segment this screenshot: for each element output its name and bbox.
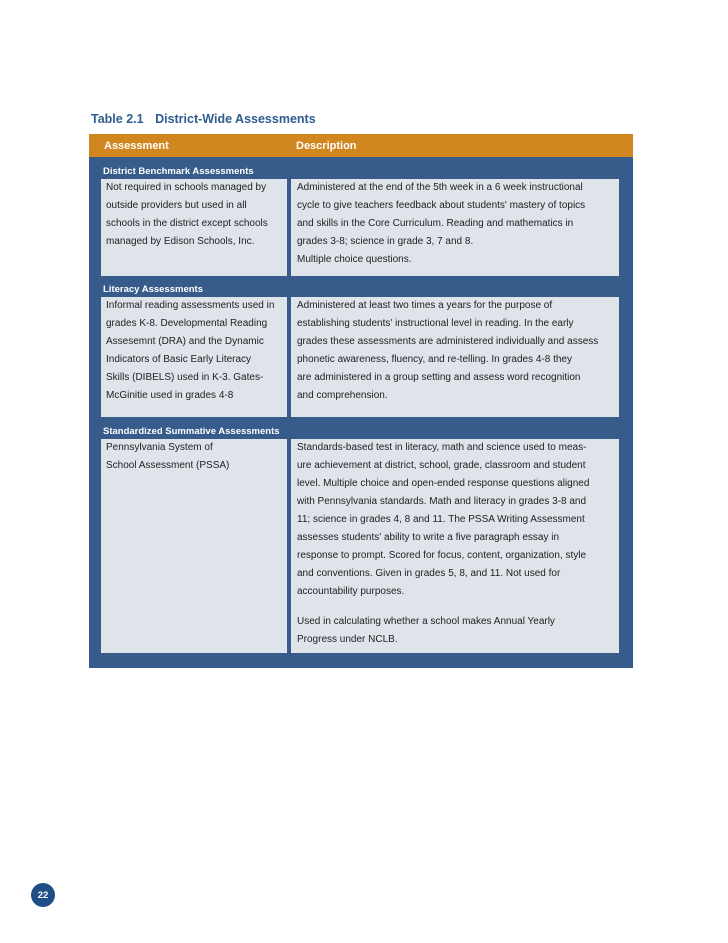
text-line: with Pennsylvania standards. Math and literacy in grades 3-8 and xyxy=(297,496,587,507)
text-line: Assesemnt (DRA) and the Dynamic xyxy=(106,336,264,347)
text-line: and skills in the Core Curriculum. Reading and mathematics in xyxy=(297,218,574,229)
text-line: outside providers but used in all xyxy=(106,200,247,211)
cell-summative-assessment xyxy=(101,439,287,653)
text-line: grades K-8. Developmental Reading xyxy=(106,318,268,329)
text-line: grades 3-8; science in grade 3, 7 and 8. xyxy=(297,236,474,247)
cell-literacy-description xyxy=(291,297,619,417)
section-label-summative: Standardized Summative Assessments xyxy=(103,426,280,437)
paragraph-gap xyxy=(297,601,619,613)
text-line: Not required in schools managed by xyxy=(106,182,267,193)
page-number-badge xyxy=(31,883,55,907)
text-line: response to prompt. Scored for focus, content, organization, style xyxy=(297,550,587,561)
table-header xyxy=(89,134,633,157)
text-line: establishing students' instructional level in reading. In the early xyxy=(297,318,574,329)
page-number: 22 xyxy=(37,889,49,901)
table-caption xyxy=(91,112,316,126)
text-line: Pennsylvania System of xyxy=(106,442,213,453)
text-line: accountability purposes. xyxy=(297,586,405,597)
text-line: cycle to give teachers feedback about students' mastery of topics xyxy=(297,200,586,211)
text-line: Multiple choice questions. xyxy=(297,254,412,265)
header-description: Description xyxy=(296,140,357,152)
text-line: are administered in a group setting and assess word recognition xyxy=(297,372,581,383)
section-label-literacy: Literacy Assessments xyxy=(103,284,203,295)
text-line: and comprehension. xyxy=(297,390,388,401)
text-line: 11; science in grades 4, 8 and 11. The PSSA Writing Assessment xyxy=(297,514,585,525)
text-line: grades these assessments are administered individually and assess xyxy=(297,336,599,347)
assessments-table xyxy=(89,134,633,668)
text-line: School Assessment (PSSA) xyxy=(106,460,230,471)
text-line: ure achievement at district, school, grade, classroom and student xyxy=(297,460,586,471)
text-line: Standards-based test in literacy, math and science used to meas- xyxy=(297,442,587,453)
text-line: Progress under NCLB. xyxy=(297,634,398,645)
cell-summative-description xyxy=(291,439,619,653)
text-line: assesses students' ability to write a five paragraph essay in xyxy=(297,532,560,543)
cell-literacy-assessment xyxy=(101,297,287,417)
section-label-benchmark: District Benchmark Assessments xyxy=(103,166,254,177)
text-line: Skills (DIBELS) used in K-3. Gates- xyxy=(106,372,264,383)
text-line: managed by Edison Schools, Inc. xyxy=(106,236,255,247)
text-line: level. Multiple choice and open-ended response questions aligned xyxy=(297,478,590,489)
text-line: Administered at the end of the 5th week in a 6 week instructional xyxy=(297,182,583,193)
table-number: Table 2.1 xyxy=(91,112,144,126)
cell-benchmark-description xyxy=(291,179,619,276)
text-line: schools in the district except schools xyxy=(106,218,268,229)
text-line: Administered at least two times a years for the purpose of xyxy=(297,300,553,311)
text-line: phonetic awareness, fluency, and re-telling. In grades 4-8 they xyxy=(297,354,572,365)
table-title: District-Wide Assessments xyxy=(155,112,316,126)
header-assessment: Assessment xyxy=(104,140,169,152)
text-line: McGinitie used in grades 4-8 xyxy=(106,390,234,401)
text-line: Used in calculating whether a school makes Annual Yearly xyxy=(297,616,555,627)
text-line: Indicators of Basic Early Literacy xyxy=(106,354,252,365)
text-line: Informal reading assessments used in xyxy=(106,300,275,311)
text-line: and conventions. Given in grades 5, 8, and 11. Not used for xyxy=(297,568,561,579)
cell-benchmark-assessment xyxy=(101,179,287,276)
